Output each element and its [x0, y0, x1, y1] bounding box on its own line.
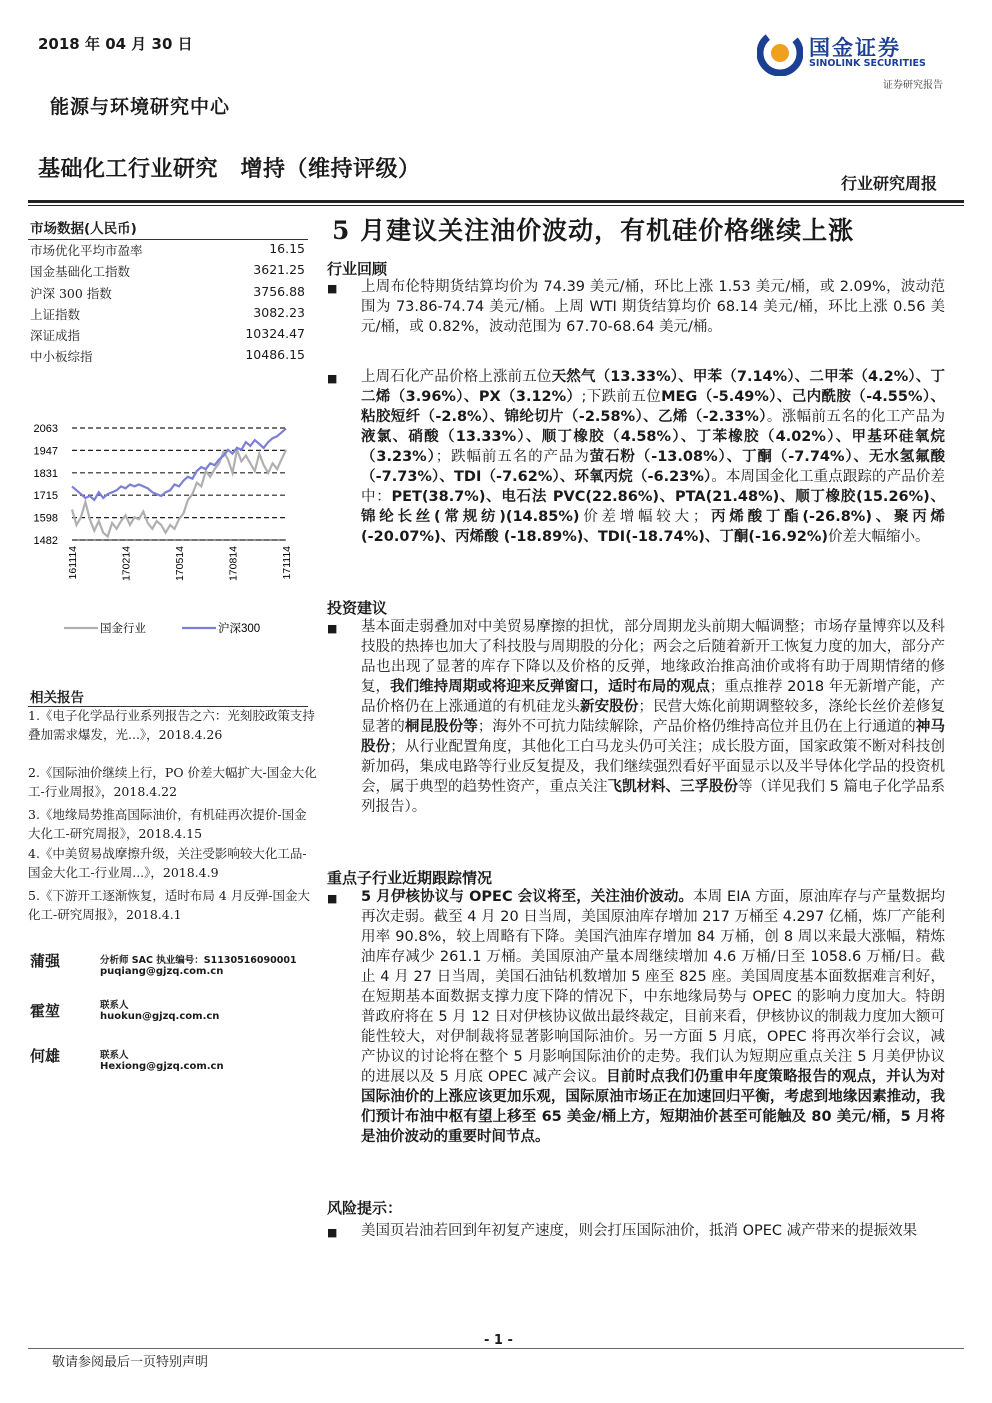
paragraph: 上周石化产品价格上涨前五位天然气（13.33%）、甲苯（7.14%）、二甲苯（4.2%）、丁二烯（3.96%）、PX（3.12%）;下跌前五位MEG（-5.49%）、己内酰胺（-4.55%）、粘胶短纤（-2.8%）、锦纶切片（-2.58%）、乙烯（-2.33%）。涨幅前五名的化工产品为液氯、硝酸（13.33%）、顺丁橡胶（4.58%）、丁苯橡胶（4.02%）、甲基环硅氧烷（3.23%）；跌幅前五名的产品为萤石粉（-13.08%）、丁酮（-7.74%）、无水氢氟酸（-7.73%）、TDI（-7.62%）、环氧丙烷（-6.23%）。本周国金化工重点跟踪的产品价差中：PET(38.7%)、电石法 PVC(22.86%)、PTA(21.48%)、顺丁橡胶(15.26%)、锦纶长丝(常规纺)(14.85%)价差增幅较大；丙烯酸丁酯(-26.8%)、聚丙烯(-20.07%)、丙烯酸 (-18.89%)、TDI(-18.74%)、丁酮(-16.92%)价差大幅缩小。 — [361, 369, 946, 545]
bullet-icon: ■ — [327, 622, 338, 635]
bullet-icon: ■ — [327, 892, 338, 905]
industry-rating: 基础化工行业研究 增持（维持评级） — [38, 157, 421, 182]
y-tick-label: 1482 — [33, 535, 58, 547]
bullet-icon: ■ — [327, 1226, 338, 1239]
section-title: 投资建议 — [327, 599, 388, 617]
legend-label: 国金行业 — [100, 623, 146, 635]
logo-text-en: SINOLINK SECURITIES — [809, 58, 926, 69]
page-number: - 1 - — [484, 1333, 513, 1348]
section-title: 风险提示： — [327, 1199, 403, 1217]
x-tick-label: 170214 — [120, 546, 133, 582]
index-line-chart — [28, 410, 308, 650]
paragraph: 上周布伦特期货结算均价为 74.39 美元/桶，环比上涨 1.53 美元/桶，或 2.09%，波动范围为 73.86-74.74 美元/桶。上周 WTI 期货结算均价 68.14 美元/桶，环比上涨 0.56 美元/桶，或 0.82%，波动范围为 67.70-68.64 美元/桶。 — [361, 279, 945, 335]
x-tick-label: 170514 — [174, 546, 186, 582]
market-row — [30, 241, 305, 262]
logo-text-cn: 国金证券 — [809, 36, 901, 60]
related-report-link[interactable]: 5.《下游开工逐渐恢复，适时布局 4 月反弹-国金大化工-研究周报》，2018.4.1 — [28, 888, 311, 922]
company-logo — [757, 30, 947, 90]
analyst-name: 蒲强 — [30, 952, 61, 970]
x-tick-label: 161114 — [67, 546, 79, 580]
y-tick-label: 1947 — [33, 445, 58, 458]
market-label: 市场优化平均市盈率 — [30, 243, 143, 258]
y-tick-label: 2063 — [33, 423, 58, 435]
market-value: 10324.47 — [245, 326, 305, 341]
x-tick-label: 170814 — [227, 546, 240, 582]
analyst-role: 分析师 SAC 执业编号：S1130516090001 — [100, 955, 297, 966]
market-value: 3621.25 — [253, 262, 305, 277]
paragraph: 基本面走弱叠加对中美贸易摩擦的担忧，部分周期龙头前期大幅调整；市场存量博弈以及科技股的热捧也加大了科技股与周期股的分化；两会之后随着新开工恢复力度的加大，部分产品也出现了显著的库存下降以及价格的反弹，地缘政治推高油价或将有助于周期情绪的修复，我们维持周期或将迎来反弹窗口，适时布局的观点；重点推荐 2018 年无新增产能，产品价格仍在上涨通道的有机硅龙头新安股份；民营大炼化前期调整较多，涤纶长丝价差修复显著的桐昆股份等；海外不可抗力陆续解除，产品价格仍维持高位并且仍在上行通道的神马股份；从行业配置角度，其他化工白马龙头仍可关注；成长股方面，国家政策不断对科技创新加码，集成电路等行业反复提及，我们继续强烈看好平面显示以及半导体化学品的投资机会，属于典型的趋势性资产，重点关注飞凯材料、三孚股份等（详见我们 5 篇电子化学品系列报告）。 — [361, 619, 946, 815]
market-row — [30, 262, 305, 283]
analyst-role: 联系人 — [100, 1050, 129, 1061]
section-title: 重点子行业近期跟踪情况 — [327, 869, 493, 887]
market-row — [30, 326, 305, 347]
y-tick-label: 1715 — [33, 490, 58, 503]
series-line — [72, 429, 286, 500]
analyst-email[interactable]: huokun@gjzq.com.cn — [100, 1011, 220, 1022]
series-line — [72, 450, 286, 537]
related-report-link[interactable]: 1.《电子化学品行业系列报告之六：光刻胶政策支持叠加需求爆发，光...》，2018.4.26 — [28, 708, 315, 742]
market-value: 3756.88 — [253, 284, 305, 299]
research-center: 能源与环境研究中心 — [50, 96, 231, 118]
footer-divider — [28, 1348, 964, 1349]
market-label: 国金基础化工指数 — [30, 264, 131, 279]
bullet-icon: ■ — [327, 372, 338, 385]
market-data-divider — [28, 239, 308, 240]
bullet-icon: ■ — [327, 282, 338, 295]
report-date: 2018 年 04 月 30 日 — [38, 35, 193, 53]
market-label: 上证指数 — [30, 307, 81, 322]
analyst-email[interactable]: Hexiong@gjzq.com.cn — [100, 1061, 224, 1072]
paragraph: 5 月伊核协议与 OPEC 会议将至，关注油价波动。本周 EIA 方面，原油库存与产量数据均再次走弱。截至 4 月 20 日当周，美国原油库存增加 217 万桶至 4.297 亿桶，炼厂产能利用率 90.8%，较上周略有下降。美国汽油库存增加 84 万桶，创 8 周以来最大涨幅，精炼油库存减少 261.1 万桶。美国原油产量本周继续增加 4.6 万桶/日至 1058.6 万桶/日。截止 4 月 27 日当周，美国石油钻机数增加 5 座至 825 座。美国周度基本面数据难言利好，在短期基本面数据支撑力度下降的情况下，中东地缘局势与 OPEC 的影响力度加大。特朗普政府将在 5 月 12 日对伊核协议做出最终裁定，目前来看，伊核协议的制裁力度加大额可能性较大，对伊制裁将显著影响国际油价。另一方面 5 月底，OPEC 将再次举行会议，减产协议的讨论将在整个 5 月影响国际油价的走势。我们认为短期应重点关注 5 月美伊协议的进展以及 5 月底 OPEC 减产会议。目前时点我们仍重申年度策略报告的观点，并认为对国际油价的上涨应该更加乐观，国际原油市场正在加速回归平衡，考虑到地缘因素推动，我们预计布油中枢有望上移至 65 美金/桶上方，短期油价甚至可能触及 80 美元/桶，5 月将是油价波动的重要时间节点。 — [361, 889, 945, 1145]
analyst-name: 何雄 — [30, 1047, 61, 1065]
market-row — [30, 284, 305, 305]
paragraph: 美国页岩油若回到年初复产速度，则会打压国际油价，抵消 OPEC 减产带来的提振效果 — [361, 1223, 918, 1239]
market-row — [30, 305, 305, 326]
analyst-email[interactable]: puqiang@gjzq.com.cn — [100, 966, 224, 977]
header-divider — [28, 200, 964, 203]
y-tick-label: 1831 — [33, 467, 58, 480]
market-value: 10486.15 — [245, 347, 305, 362]
logo-mark-icon — [757, 30, 803, 76]
section-title: 行业回顾 — [327, 260, 388, 278]
report-headline: 5 月建议关注油价波动，有机硅价格继续上涨 — [332, 216, 855, 245]
footer-disclaimer: 敬请参阅最后一页特别声明 — [52, 1355, 209, 1370]
market-label: 深证成指 — [30, 328, 81, 343]
report-category: 证券研究报告 — [883, 80, 943, 91]
y-tick-label: 1598 — [33, 512, 58, 525]
analyst-role: 联系人 — [100, 1000, 129, 1011]
market-label: 沪深 300 指数 — [30, 286, 112, 301]
related-report-link[interactable]: 4.《中美贸易战摩擦升级，关注受影响较大化工品-国金大化工-行业周...》，2018.4.9 — [28, 846, 307, 880]
related-reports-title: 相关报告 — [30, 690, 84, 706]
header-divider-thin — [28, 205, 964, 206]
market-data-title: 市场数据(人民币) — [30, 221, 137, 237]
market-value: 3082.23 — [253, 305, 305, 320]
market-label: 中小板综指 — [30, 349, 93, 364]
market-row — [30, 347, 305, 368]
related-report-link[interactable]: 2.《国际油价继续上行，PO 价差大幅扩大-国金大化工-行业周报》，2018.4.22 — [28, 765, 317, 799]
x-tick-label: 171114 — [281, 546, 293, 580]
related-report-link[interactable]: 3.《地缘局势推高国际油价，有机硅再次提价-国金大化工-研究周报》，2018.4.15 — [28, 807, 307, 841]
market-value: 16.15 — [269, 241, 305, 256]
legend-label: 沪深300 — [218, 623, 261, 635]
analyst-name: 霍堃 — [30, 1002, 61, 1020]
report-type: 行业研究周报 — [840, 174, 937, 193]
